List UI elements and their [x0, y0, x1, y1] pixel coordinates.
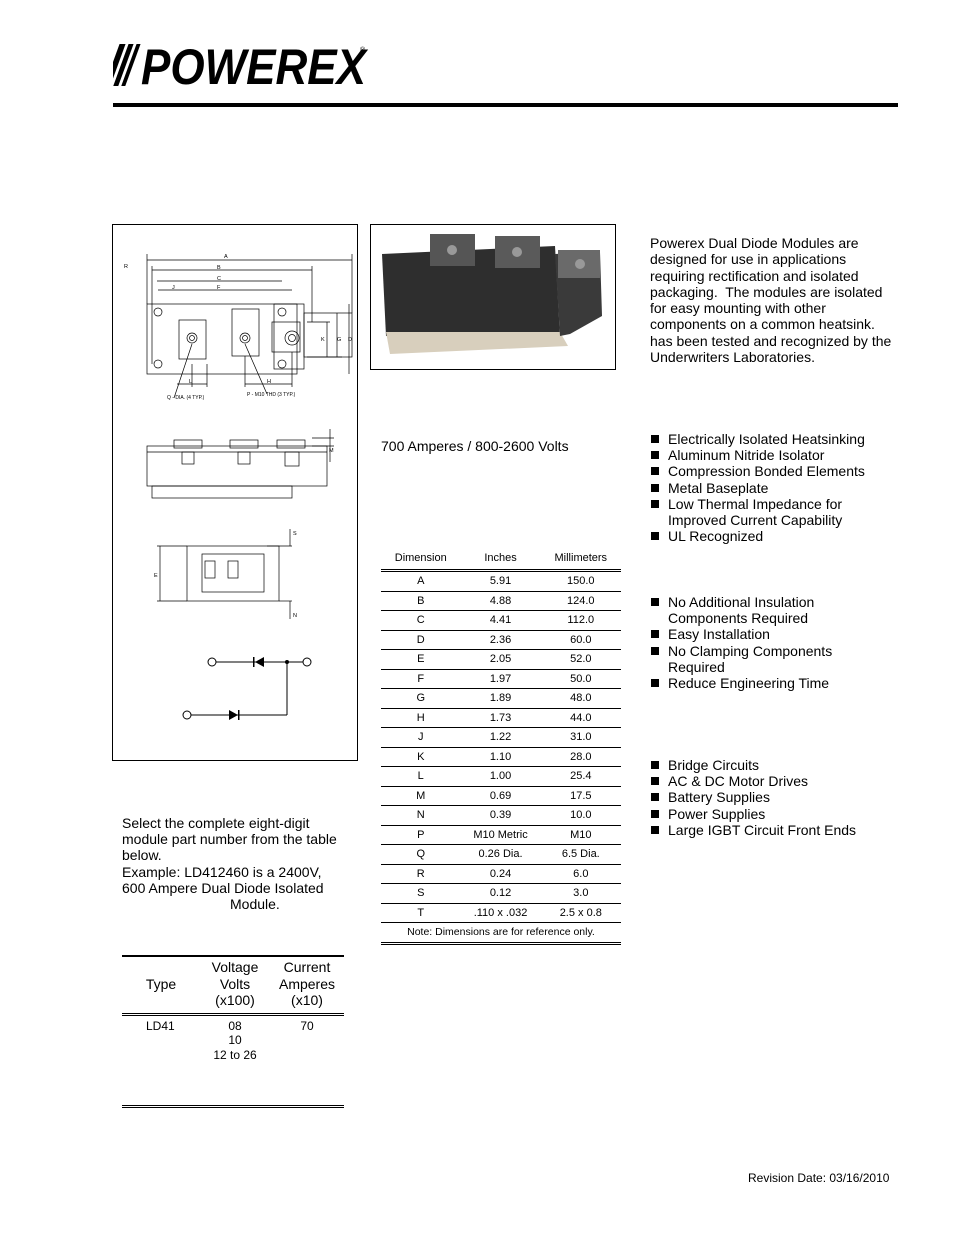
table-row: K 1.10 28.0 [381, 747, 621, 767]
list-item: Large IGBT Circuit Front Ends [650, 822, 910, 838]
table-row: A 5.91 150.0 [381, 571, 621, 592]
svg-text:C: C [217, 276, 221, 282]
list-item: No Additional Insulation Components Required [650, 594, 828, 626]
logo-text: POWEREX [141, 40, 369, 90]
table-row: G 1.89 48.0 [381, 689, 621, 709]
ord-col-voltage: Voltage Volts (x100) [200, 956, 270, 1014]
svg-text:B: B [217, 265, 221, 271]
table-row: N 0.39 10.0 [381, 806, 621, 826]
table-row: LD41 08 10 12 to 26 70 [122, 1014, 344, 1106]
table-row: F 1.97 50.0 [381, 669, 621, 689]
svg-text:Q - DIA. (4 TYP.): Q - DIA. (4 TYP.) [167, 395, 205, 401]
dim-note: Note: Dimensions are for reference only. [381, 923, 621, 944]
powerex-logo [113, 40, 369, 90]
svg-text:®: ® [360, 47, 366, 54]
list-item: Aluminum Nitride Isolator [650, 447, 910, 463]
svg-text:M: M [329, 448, 334, 454]
table-row: L 1.00 25.4 [381, 767, 621, 787]
description-paragraph: Powerex Dual Diode Modules are designed for use in applications requiring rectification and isolated packaging. The modules are isolated for easy mounting with other components on a common heatsink. has been tested and recognized by the Underwriters Laboratories. [650, 235, 953, 366]
table-row: J 1.22 31.0 [381, 728, 621, 748]
ordering-table [122, 955, 344, 1108]
revision-date: Revision Date: 03/16/2010 [748, 1171, 890, 1185]
list-item: Easy Installation [650, 626, 910, 642]
list-item: Metal Baseplate [650, 480, 910, 496]
table-row: B 4.88 124.0 [381, 591, 621, 611]
ord-col-current: Current Amperes (x10) [270, 956, 344, 1014]
svg-text:N: N [293, 613, 297, 619]
table-row: S 0.12 3.0 [381, 884, 621, 904]
svg-text:G: G [337, 337, 342, 343]
list-item: Electrically Isolated Heatsinking [650, 431, 910, 447]
table-row: R 0.24 6.0 [381, 864, 621, 884]
svg-text:K: K [321, 337, 325, 343]
list-item: Battery Supplies [650, 789, 910, 805]
dim-col-inches: Inches [460, 547, 540, 571]
list-item: Bridge Circuits [650, 757, 910, 773]
list-item: Low Thermal Impedance for Improved Current Capability [650, 496, 878, 528]
table-row: H 1.73 44.0 [381, 708, 621, 728]
svg-text:L: L [189, 379, 193, 385]
header-rule [113, 103, 898, 107]
list-item: UL Recognized [650, 528, 910, 544]
svg-text:E: E [154, 573, 158, 579]
ordering-text: Select the complete eight-digit module part number from the table below. Example: LD412460 is a 2400V, 600 Ampere Dual Diode Isolated Module. [122, 815, 337, 913]
list-item: AC & DC Motor Drives [650, 773, 910, 789]
product-photo [370, 224, 616, 370]
table-row: D 2.36 60.0 [381, 630, 621, 650]
applications-list [650, 757, 910, 838]
benefits-list [650, 594, 910, 691]
dimension-table [381, 547, 621, 945]
list-item: Reduce Engineering Time [650, 675, 910, 691]
svg-text:H: H [267, 379, 271, 385]
list-item: No Clamping Components Required [650, 643, 853, 675]
features-list [650, 431, 910, 544]
outline-drawing [112, 224, 358, 761]
rating-text: 700 Amperes / 800-2600 Volts [381, 438, 569, 454]
dim-col-dimension: Dimension [381, 547, 460, 571]
ord-col-type: Type [122, 956, 200, 1014]
svg-text:S: S [293, 531, 297, 537]
svg-text:A: A [224, 254, 228, 260]
list-item: Power Supplies [650, 806, 910, 822]
table-row: M 0.69 17.5 [381, 786, 621, 806]
svg-text:D: D [348, 337, 352, 343]
dim-col-mm: Millimeters [541, 547, 621, 571]
table-row: P M10 Metric M10 [381, 825, 621, 845]
svg-text:P - M10 THD (3 TYP.): P - M10 THD (3 TYP.) [247, 392, 296, 398]
table-row: T .110 x .032 2.5 x 0.8 [381, 903, 621, 923]
svg-text:J: J [172, 285, 175, 291]
svg-text:R: R [124, 264, 128, 270]
svg-text:F: F [217, 285, 221, 291]
table-row: Q 0.26 Dia. 6.5 Dia. [381, 845, 621, 865]
table-row: C 4.41 112.0 [381, 611, 621, 631]
table-row: E 2.05 52.0 [381, 650, 621, 670]
list-item: Compression Bonded Elements [650, 463, 910, 479]
